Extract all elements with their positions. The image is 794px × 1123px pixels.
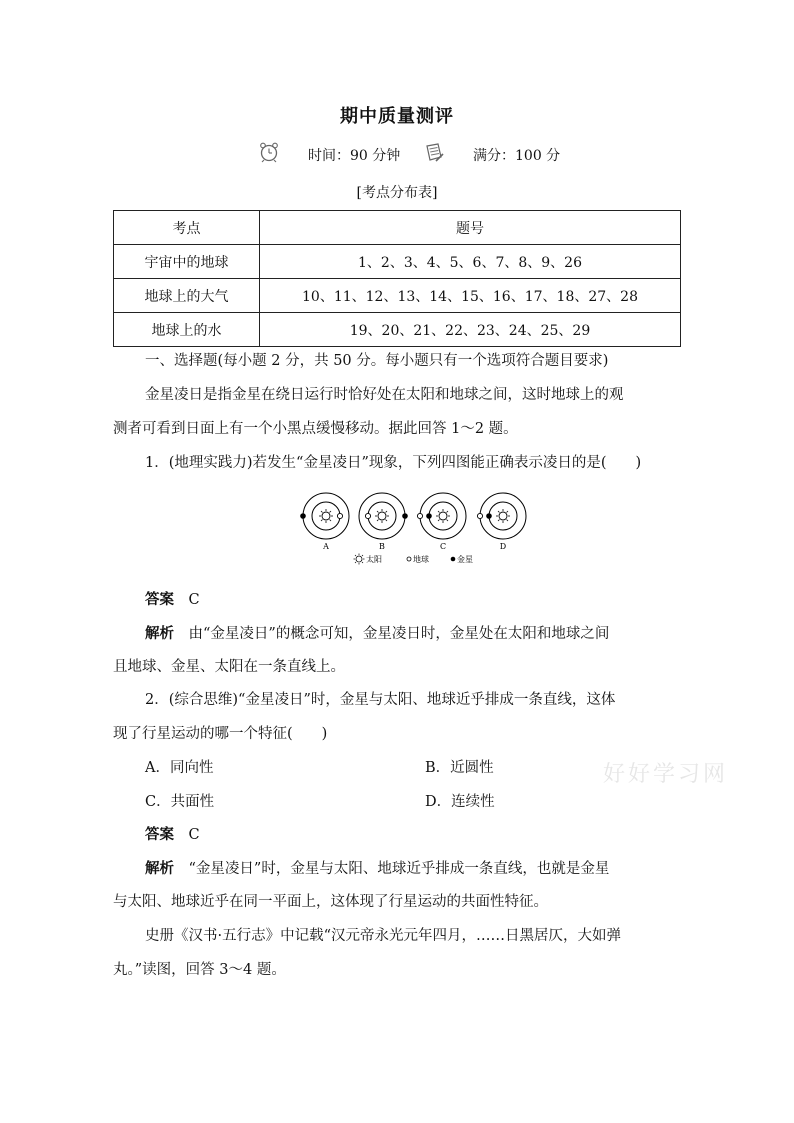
- table-row: [114, 279, 681, 313]
- option-b: B．近圆性: [425, 760, 494, 776]
- figure-label: B: [379, 542, 385, 551]
- option-d: D．连续性: [425, 794, 495, 810]
- venus-transit-figure: [293, 488, 541, 572]
- table-cell: 宇宙中的地球: [114, 245, 260, 279]
- page-title: 期中质量测评: [340, 106, 454, 127]
- intro-text-line: 金星凌日是指金星在绕日运行时恰好处在太阳和地球之间，这时地球上的观: [145, 387, 624, 403]
- answer-label: 答案: [145, 591, 174, 608]
- analysis-text-line: 且地球、金星、太阳在一条直线上。: [113, 659, 345, 675]
- legend-label: 地球: [413, 555, 429, 564]
- option-a: A．同向性: [145, 760, 214, 776]
- alarm-clock-icon: [258, 141, 280, 163]
- table-header-row: [114, 211, 681, 245]
- answer-line: [145, 826, 200, 844]
- analysis-text: “金星凌日”时，金星与太阳、地球近乎排成一条直线，也就是金星: [188, 861, 610, 877]
- option-c: C．共面性: [145, 794, 215, 810]
- answer-value: C: [188, 592, 200, 608]
- table-row: [114, 313, 681, 347]
- intro-text-line: 史册《汉书·五行志》中记载“汉元帝永光元年四月，……日黑居仄，大如弹: [145, 928, 622, 944]
- diagram-d: [477, 493, 526, 539]
- question-2-text: 2．(综合思维)“金星凌日”时，金星与太阳、地球近乎排成一条直线，这体: [145, 692, 616, 708]
- analysis-label: 解析: [145, 860, 174, 877]
- answer-line: [145, 591, 200, 609]
- table-cell: 10、11、12、13、14、15、16、17、18、27、28: [260, 279, 681, 313]
- diagram-c: [417, 493, 466, 539]
- answer-value: C: [188, 827, 200, 843]
- intro-text-line: 测者可看到日面上有一个小黑点缓慢移动。据此回答 1～2 题。: [113, 421, 518, 437]
- legend-earth-icon: [407, 557, 411, 561]
- figure-label: D: [499, 542, 507, 551]
- full-score: 满分：100 分: [473, 148, 561, 164]
- table-cell: 1、2、3、4、5、6、7、8、9、26: [260, 245, 681, 279]
- table-cell: 19、20、21、22、23、24、25、29: [260, 313, 681, 347]
- table-caption: [考点分布表]: [356, 185, 438, 201]
- topic-distribution-table: [113, 210, 681, 347]
- intro-text-line: 丸。”读图，回答 3～4 题。: [113, 962, 286, 978]
- figure-label: C: [439, 542, 447, 551]
- legend-label: 金星: [457, 555, 473, 564]
- question-2-text: 现了行星运动的哪一个特征( ): [113, 726, 328, 742]
- analysis-text: 由“金星凌日”的概念可知，金星凌日时，金星处在太阳和地球之间: [188, 626, 610, 642]
- exam-paper-icon: [423, 141, 445, 163]
- answer-label: 答案: [145, 826, 174, 843]
- diagram-a: [300, 493, 349, 539]
- legend-label: 太阳: [366, 555, 382, 564]
- table-header-cell: 考点: [114, 211, 260, 245]
- watermark: 好好学习网: [603, 762, 729, 787]
- table-row: [114, 245, 681, 279]
- question-1-text: 1．(地理实践力)若发生“金星凌日”现象，下列四图能正确表示凌日的是( ): [145, 455, 642, 471]
- table-cell: 地球上的水: [114, 313, 260, 347]
- time-limit: 时间：90 分钟: [308, 148, 401, 164]
- figure-label: A: [323, 542, 329, 551]
- analysis-label: 解析: [145, 625, 174, 642]
- table-cell: 地球上的大气: [114, 279, 260, 313]
- analysis-text-line: 与太阳、地球近乎在同一平面上，这体现了行星运动的共面性特征。: [113, 894, 548, 910]
- legend-sun-icon: [354, 554, 365, 565]
- table-header-cell: 题号: [260, 211, 681, 245]
- analysis-line: [145, 860, 609, 878]
- legend-venus-icon: [451, 557, 456, 562]
- diagram-b: [359, 493, 408, 539]
- section-heading: 一、选择题(每小题 2 分，共 50 分。每小题只有一个选项符合题目要求): [145, 353, 609, 369]
- analysis-line: [145, 625, 609, 643]
